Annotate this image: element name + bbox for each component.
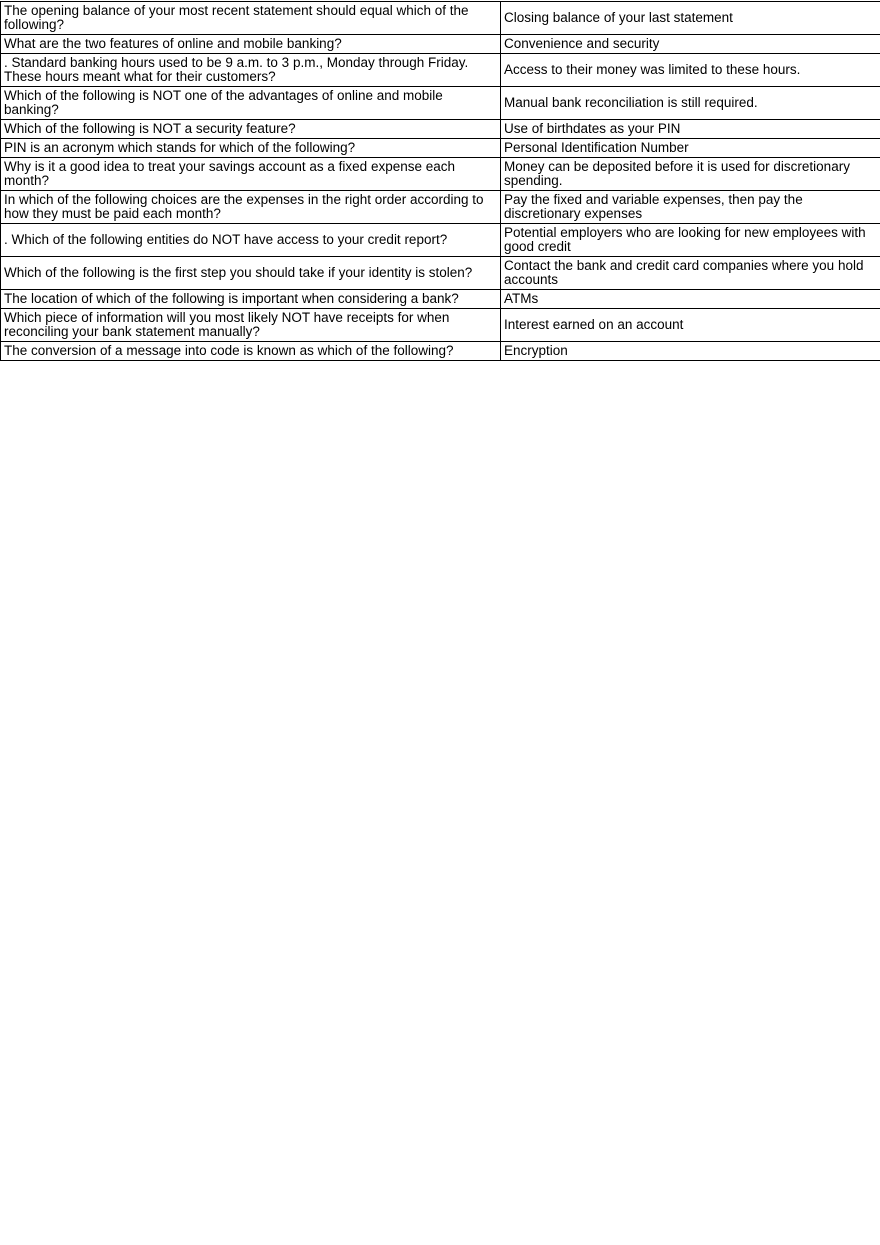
table-row xyxy=(1,87,880,120)
table-row xyxy=(1,54,880,87)
question-cell: The conversion of a message into code is known as which of the following? xyxy=(1,342,501,361)
answer-cell: Pay the fixed and variable expenses, then pay the discretionary expenses xyxy=(501,191,880,224)
answer-cell: Interest earned on an account xyxy=(501,309,880,342)
question-cell: . Standard banking hours used to be 9 a.m. to 3 p.m., Monday through Friday. These hours meant what for their customers? xyxy=(1,54,501,87)
table-row xyxy=(1,290,880,309)
question-cell: Which of the following is the first step you should take if your identity is stolen? xyxy=(1,257,501,290)
table-row xyxy=(1,342,880,361)
question-cell: Which of the following is NOT a security feature? xyxy=(1,120,501,139)
answer-cell: Encryption xyxy=(501,342,880,361)
answer-cell: ATMs xyxy=(501,290,880,309)
table-row xyxy=(1,158,880,191)
answer-cell: Manual bank reconciliation is still required. xyxy=(501,87,880,120)
question-answer-table xyxy=(0,1,880,361)
question-cell: . Which of the following entities do NOT have access to your credit report? xyxy=(1,224,501,257)
question-cell: In which of the following choices are the expenses in the right order according to how they must be paid each month? xyxy=(1,191,501,224)
table-row xyxy=(1,309,880,342)
answer-cell: Closing balance of your last statement xyxy=(501,2,880,35)
table-row xyxy=(1,257,880,290)
answer-cell: Access to their money was limited to these hours. xyxy=(501,54,880,87)
question-cell: PIN is an acronym which stands for which of the following? xyxy=(1,139,501,158)
question-cell: The location of which of the following is important when considering a bank? xyxy=(1,290,501,309)
answer-cell: Potential employers who are looking for new employees with good credit xyxy=(501,224,880,257)
answer-cell: Contact the bank and credit card companies where you hold accounts xyxy=(501,257,880,290)
answer-cell: Convenience and security xyxy=(501,35,880,54)
question-cell: Which of the following is NOT one of the advantages of online and mobile banking? xyxy=(1,87,501,120)
answer-cell: Personal Identification Number xyxy=(501,139,880,158)
table-row xyxy=(1,35,880,54)
answer-cell: Use of birthdates as your PIN xyxy=(501,120,880,139)
question-cell: The opening balance of your most recent statement should equal which of the following? xyxy=(1,2,501,35)
answer-cell: Money can be deposited before it is used for discretionary spending. xyxy=(501,158,880,191)
table-row xyxy=(1,139,880,158)
table-row xyxy=(1,191,880,224)
table-body xyxy=(1,2,880,361)
question-cell: Why is it a good idea to treat your savings account as a fixed expense each month? xyxy=(1,158,501,191)
table-row xyxy=(1,120,880,139)
table-row xyxy=(1,2,880,35)
question-cell: What are the two features of online and mobile banking? xyxy=(1,35,501,54)
table-row xyxy=(1,224,880,257)
question-cell: Which piece of information will you most likely NOT have receipts for when reconciling your bank statement manually? xyxy=(1,309,501,342)
